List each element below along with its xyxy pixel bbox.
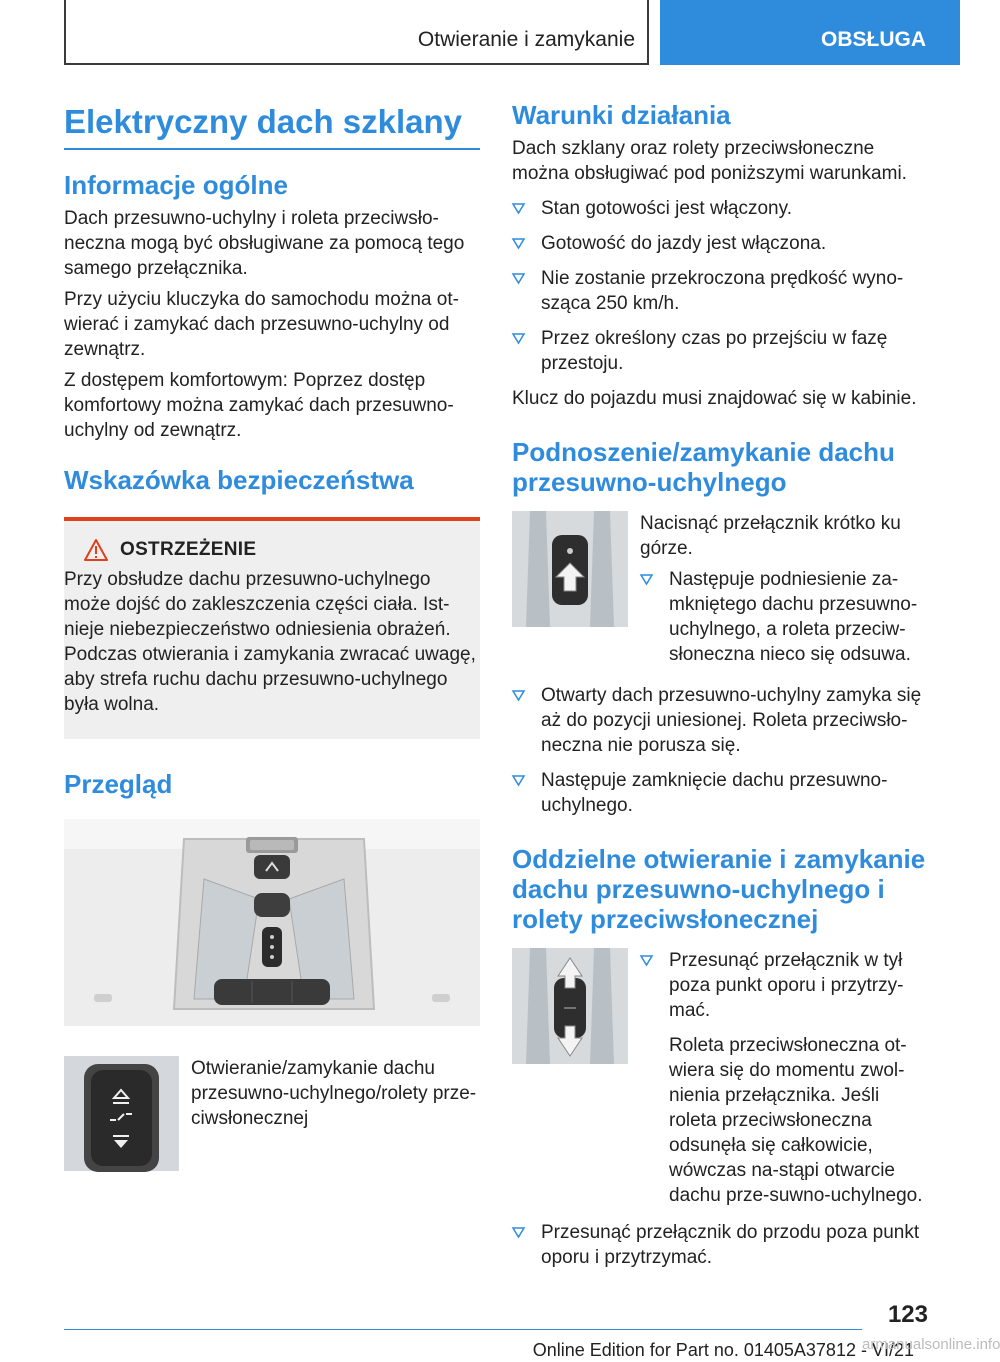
right-column (512, 100, 928, 1280)
footer-watermark: armanualsonline.info (862, 1336, 1000, 1353)
switch-row (64, 1056, 480, 1171)
left-column (64, 100, 480, 1171)
warning-title (64, 539, 480, 561)
heading-info: Informacje ogólne (64, 170, 288, 200)
section-label: OBSŁUGA (821, 28, 926, 51)
header-chapter-box (64, 0, 649, 65)
separate-note: Roleta przeciwsłoneczna ot-wiera się do momentu zwol-nienia przełącznika. Jeśli roleta przeciwsłoneczna odsunęła się całkowicie, wówczas na-stąpi otwarcie dachu prze-suwno-uchylnego. (669, 1035, 923, 1206)
overhead-console-image (64, 819, 480, 1026)
heading-safety: Wskazówka bezpieczeństwa (64, 465, 414, 495)
list-item: Stan gotowości jest włączony. (512, 196, 928, 221)
info-paragraph-3: Z dostępem komfortowym: Poprzez dostęp komfortowy można zamykać dach przesuwno-uchylny od zewnątrz. (64, 370, 454, 441)
warning-label: OSTRZEŻENIE (120, 539, 257, 560)
info-paragraph-2: Przy użyciu kluczyka do samochodu można ot-wierać i zamykać dach przesuwno-uchylny od zewnątrz. (64, 289, 459, 360)
switch-caption: Otwieranie/zamykanie dachu przesuwno-uchylnego/rolety prze-ciwsłonecznej (191, 1058, 477, 1129)
chapter-title: Otwieranie i zamykanie (417, 28, 635, 51)
page-title: Elektryczny dach szklany (64, 100, 480, 150)
heading-conditions: Warunki działania (512, 100, 731, 130)
triangle-bullet-icon (512, 273, 525, 284)
list-item: Następuje zamknięcie dachu przesuwno-uchylnego. (512, 768, 928, 818)
triangle-bullet-icon (512, 1227, 525, 1238)
triangle-bullet-icon (512, 333, 525, 344)
warning-box (64, 517, 480, 739)
header-section-tab[interactable] (660, 0, 960, 65)
list-item: Przesunąć przełącznik w tył poza punkt oporu i przytrzy-mać. (640, 948, 928, 1023)
heading-overview: Przegląd (64, 769, 173, 799)
roof-switch-illustration (64, 1056, 179, 1171)
triangle-bullet-icon (512, 203, 525, 214)
raise-switch-image (512, 511, 628, 627)
triangle-bullet-icon (512, 238, 525, 249)
triangle-bullet-icon (640, 955, 653, 966)
list-item: Otwarty dach przesuwno-uchylny zamyka się aż do pozycji uniesionej. Roleta przeciwsło-neczna nie porusza się. (512, 683, 928, 758)
raise-text (640, 511, 928, 677)
list-item: Gotowość do jazdy jest włączona. (512, 231, 928, 256)
raise-row (512, 511, 928, 677)
heading-separate: Oddzielne otwieranie i zamykanie dachu przesuwno-uchylnego i rolety przeciwsłonecznej (512, 844, 926, 934)
triangle-bullet-icon (640, 574, 653, 585)
list-item: Przesunąć przełącznik do przodu poza punkt oporu i przytrzymać. (512, 1220, 928, 1270)
page-number: 123 (887, 1301, 928, 1328)
separate-row (512, 948, 928, 1208)
conditions-intro: Dach szklany oraz rolety przeciwsłoneczne można obsługiwać pod poniższymi warunkami. (512, 138, 907, 184)
list-item: Nie zostanie przekroczona prędkość wyno-sząca 250 km/h. (512, 266, 928, 316)
conditions-list (512, 196, 928, 376)
list-item: Przez określony czas po przejściu w fazę przestoju. (512, 326, 928, 376)
overhead-console-illustration (64, 819, 480, 1026)
switch-up-illustration (512, 511, 628, 627)
triangle-bullet-icon (512, 775, 525, 786)
footer-edition: Online Edition for Part no. 01405A37812 - VI/21 (532, 1340, 914, 1360)
warning-text: Przy obsłudze dachu przesuwno-uchylnego może dojść do zakleszczenia części ciała. Ist-nieje niebezpieczeństwo odniesienia obrażeń. Podczas otwierania i zamykania zwracać uwagę, aby strefa ruchu dachu przesuwno-uchylnego była wolna. (64, 569, 476, 715)
triangle-bullet-icon (512, 690, 525, 701)
separate-text (640, 948, 928, 1208)
switch-closeup-image (64, 1056, 179, 1171)
switch-updown-illustration (512, 948, 628, 1064)
list-item: Następuje podniesienie za-mkniętego dachu przesuwno-uchylnego, a roleta przeciw-słoneczna nieco się odsuwa. (640, 567, 928, 667)
info-paragraph-1: Dach przesuwno-uchylny i roleta przeciwsło-neczna mogą być obsługiwane za pomocą tego samego przełącznika. (64, 208, 465, 279)
raise-action: Nacisnąć przełącznik krótko ku górze. (640, 513, 901, 559)
warning-triangle-icon (84, 539, 108, 561)
separate-switch-image (512, 948, 628, 1064)
footer-divider (64, 1329, 862, 1330)
conditions-outro: Klucz do pojazdu musi znajdować się w kabinie. (512, 388, 917, 409)
heading-raise: Podnoszenie/zamykanie dachu przesuwno-uchylnego (512, 437, 895, 497)
